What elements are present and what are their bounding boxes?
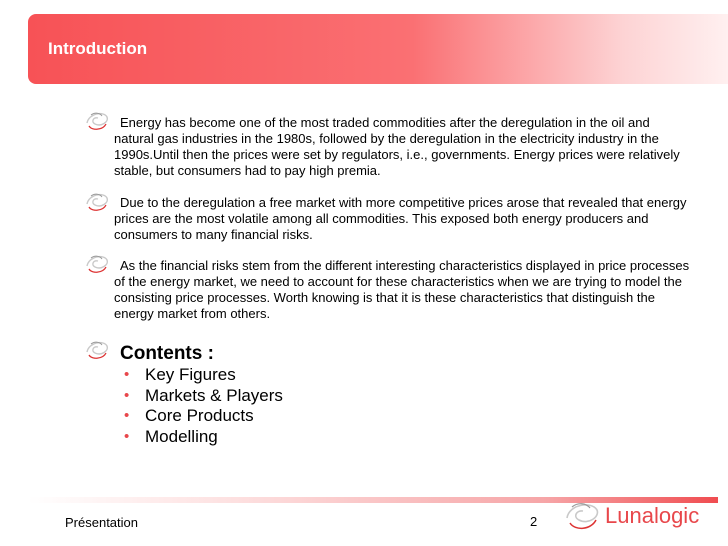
contents-list <box>124 365 283 447</box>
footer-label: Présentation <box>65 515 138 530</box>
list-item-label: Core Products <box>145 406 254 425</box>
brand-logo: Lunalogic <box>605 503 700 528</box>
swirl-bullet-icon <box>84 338 110 362</box>
paragraph-deregulation <box>114 115 690 179</box>
paragraph-free-market <box>114 195 690 243</box>
list-item: • Key Figures <box>124 365 236 384</box>
paragraph-text: Energy has become one of the most traded commodities after the deregulation in the oil and natural gas industries in the 1980s, followed by the deregulation in the electricity industry in the 1990s.Until then the prices were set by regulators, i.e., governments. Energy prices were relatively stable, but consumers had to pay high premia. <box>114 115 680 178</box>
list-item-label: Modelling <box>145 426 218 446</box>
list-item-label: Key Figures <box>145 365 236 384</box>
page-title: Introduction <box>48 39 148 58</box>
swirl-bullet-icon <box>84 109 110 133</box>
list-item-label: Markets & Players <box>145 385 283 405</box>
swirl-bullet-icon <box>84 190 110 214</box>
contents-title: Contents : <box>120 343 214 364</box>
paragraph-financial-risks <box>114 258 690 322</box>
list-item: • Core Products <box>124 406 254 425</box>
lunalogic-swirl-icon <box>562 498 602 534</box>
paragraph-text: Due to the deregulation a free market with more competitive prices arose that revealed that energy prices are the most volatile among all commodities. This exposed both energy producers and consumers to many financial risks. <box>114 195 687 242</box>
page-number: 2 <box>530 514 538 529</box>
list-item: • Markets & Players <box>124 385 283 405</box>
paragraph-text: As the financial risks stem from the different interesting characteristics displayed in price processes of the energy market, we need to account for these characteristics when we are trying to model the consisting price processes. Worth knowing is that it is these characteristics that distinguish the energy market from others. <box>114 258 690 321</box>
list-item: • Modelling <box>124 426 218 446</box>
swirl-bullet-icon <box>84 252 110 276</box>
